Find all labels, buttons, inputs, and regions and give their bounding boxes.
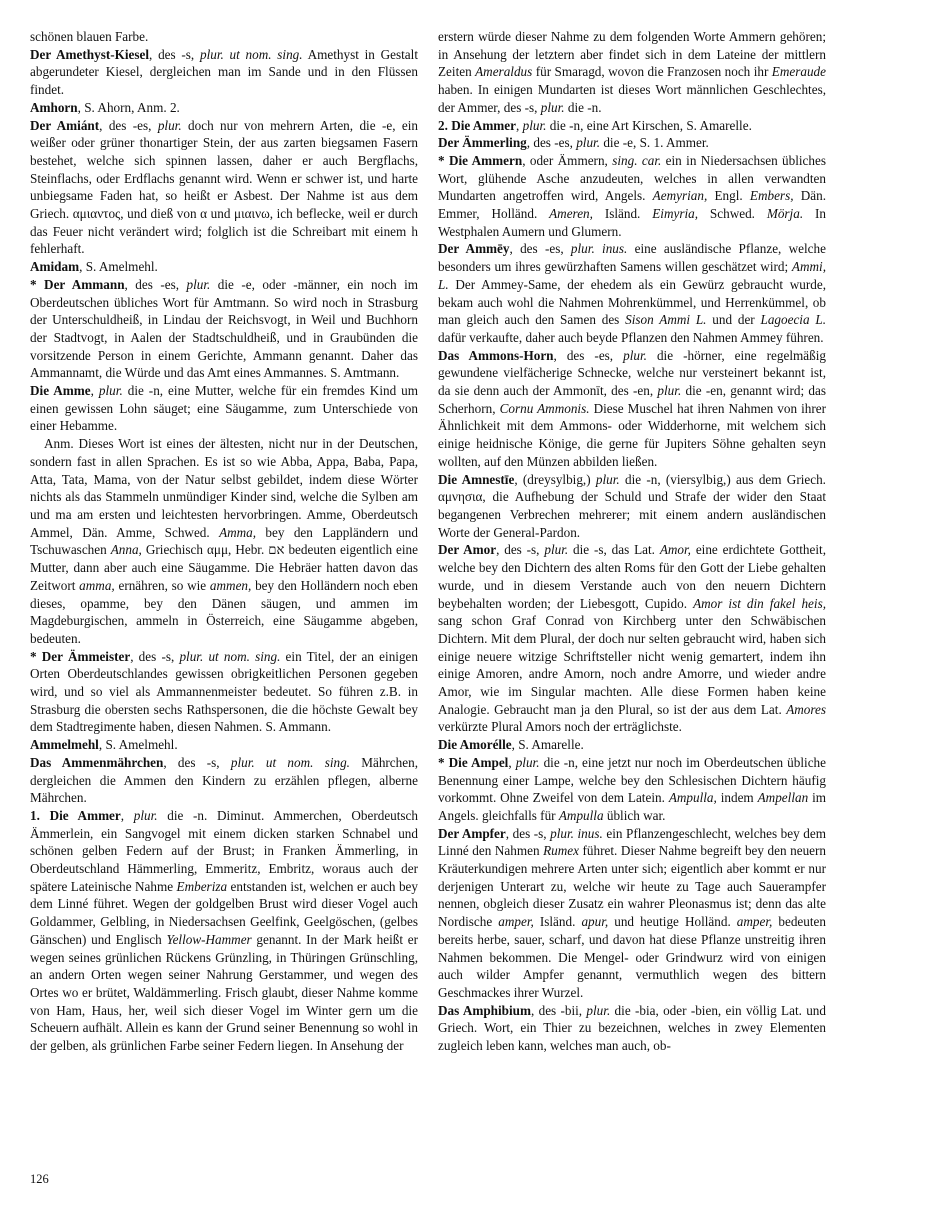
italic-text: plur. — [133, 807, 158, 823]
entry-text: , S. Amarelle. — [511, 737, 584, 753]
entry-text: dafür verkaufte, daher auch beyde Pflanzen den Nahmen Ammey führen. — [438, 329, 824, 345]
dictionary-entry — [438, 1002, 826, 1055]
italic-text: Emeraude — [771, 64, 826, 80]
headword: Der Amiánt — [30, 117, 100, 133]
italic-text: Cornu Ammonis. — [499, 400, 590, 416]
entry-text: , des -s, — [163, 754, 231, 770]
italic-text: ammen, — [209, 577, 252, 593]
headword: Der Ampfer — [438, 825, 506, 841]
italic-text: Anna, — [110, 542, 142, 558]
entry-text: die -en, genannt wird; das Scherhorn, — [438, 383, 826, 416]
entry-text: Der Ammey-Same, der ehedem als ein Gewürz gebraucht wurde, bekam auch wohl die Nahmen Mohrenkümmel, und Herrenkümmel, ob man gleich auch den Samen des — [438, 276, 826, 328]
entry-text: , des -es, — [526, 135, 577, 151]
italic-text: Ampulla — [558, 807, 604, 823]
headword: Amidam — [30, 259, 80, 275]
entry-text: Isländ. — [533, 914, 582, 930]
headword: Amhorn — [30, 99, 78, 115]
headword: * Die Ampel — [438, 754, 509, 770]
entry-text: ein in Niedersachsen übliches Wort, glühende Asche anzudeuten, welches in allen verwandten Mundarten angetroffen wird, Angels. — [438, 152, 826, 204]
entry-text: haben. In einigen Mundarten ist dieses Wort männlichen Geschlechtes, der Ammer, des -s, — [438, 82, 826, 115]
entry-text: schönen blauen Farbe. — [30, 29, 149, 44]
italic-text: plur. — [576, 135, 601, 151]
entry-text: , des -s, — [149, 46, 200, 62]
headword: 2. Die Ammer — [438, 117, 516, 133]
entry-text: Griechisch αμμ, Hebr. אם bedeuten eigentlich eine Mutter, dann aber auch eine Säugamme. Die Hebräer hatten davon das Zeitwort — [30, 542, 419, 593]
entry-text: , des -s, — [505, 825, 551, 841]
italic-text: Amor ist din fakel heis, — [693, 595, 826, 611]
italic-text: plur. — [515, 754, 540, 770]
italic-text: plur. — [544, 542, 569, 558]
dictionary-entry — [30, 754, 418, 807]
dictionary-entry — [30, 46, 418, 99]
headword: * Der Ämmeister — [30, 648, 131, 664]
headword: Der Amor — [438, 542, 497, 558]
italic-text: plur. — [595, 471, 620, 487]
entry-text: üblich war. — [603, 807, 666, 823]
headword: Der Ämmerling — [438, 135, 527, 151]
entry-text: die -s, das Lat. — [568, 542, 660, 558]
entry-text: Dän. Emmer, Holländ. — [438, 188, 826, 222]
entry-text: Anm. Dieses Wort ist eines der ältesten, nicht nur in der Deutschen, sondern fast in allen Sprachen. Es ist so wie Abba, Appa, Baba, Papa, Atta, Tata, Mama, von der Natur selbst gebildet, indem diese Wörter nichts als das Stammeln unmündiger Kinder sind, welche die Sylben am und ma am ersten und leichtesten hervorbringen. Amme, Oberdeutsch Ammel, Dän. Amme, Schwed. — [30, 436, 418, 540]
entry-text: die -n. Diminut. Ammerchen, Oberdeutsch Ämmerlein, ein Sangvogel mit einem dicken starken Schnabel und schönen gelben Federn auf der Brust; in Franken Ämmerling, in Oberdeutschland Hämmerling, Emmeritz, Embritz, woraus auch der spätere Lateinische Nahme — [30, 807, 419, 894]
italic-text: amper, — [498, 914, 534, 930]
dictionary-entry — [30, 276, 418, 382]
entry-text: , des -es, — [553, 347, 624, 363]
italic-text: plur. inus. — [570, 241, 628, 257]
headword: Die Amme — [30, 383, 91, 399]
right-column — [438, 28, 826, 1055]
entry-text: In Westphalen Aumern und Glumern. — [438, 206, 826, 239]
italic-text: plur. — [98, 383, 123, 399]
entry-text: bedeuten bereits herbe, sauer, scharf, und davon hat diese Pflanze unstreitig ihren Nahmen bekommen. Die Mengel- oder Grindwurz wird von einigen auch wilder Ampfer genannt, vermuthlich wegen des bittern Geschmackes ihrer Wurzel. — [438, 914, 826, 1000]
entry-text: , des -es, — [99, 117, 158, 133]
entry-text: im Angels. gleichfalls für — [438, 790, 827, 823]
italic-text: plur. ut nom. sing. — [199, 46, 303, 62]
entry-text: und heutige Holländ. — [608, 914, 737, 930]
entry-text: , des -s, — [130, 648, 180, 664]
entry-text: sang schon Graf Conrad von Kirchberg unter den Schwäbischen Dichtern. Mit dem Plural, der doch nur selten gebraucht wird, haben sich einige neuere witzige Schriftsteller nicht wenig gemartert, indem ihn einige Amoren, andre Amorn, noch andre Amorre, und wieder andre Amor, wie im Singular machten. Alle diese Formen haben keine Analogie. Gebraucht man ja den Plural, so ist der aus dem Lat. — [438, 613, 826, 717]
headword: Das Ammons-Horn — [438, 347, 554, 363]
italic-text: amma, — [79, 577, 115, 593]
dictionary-entry — [438, 28, 826, 117]
entry-text: Engl. — [707, 188, 750, 204]
entry-text: , — [516, 117, 523, 133]
italic-text: plur. ut nom. sing. — [179, 648, 281, 664]
entry-text: , — [508, 754, 516, 770]
headword: 1. Die Ammer — [30, 807, 121, 823]
entry-text: , S. Ahorn, Anm. 2. — [77, 99, 180, 115]
italic-text: Rumex — [543, 843, 579, 859]
page-number: 126 — [30, 1172, 49, 1186]
dictionary-entry — [30, 648, 418, 737]
entry-text: , S. Amelmehl. — [79, 259, 158, 275]
dictionary-entry — [438, 736, 826, 754]
italic-text: plur. inus. — [550, 825, 603, 841]
headword: Das Amphibium — [438, 1002, 531, 1018]
entry-text: genannt. In der Mark heißt er wegen seines grünlichen Rückens Grünzling, in Thüringen Grünschling, an andern Orten wegen seiner Nahrung Gerstammer, und wegen des Ortes wo er brütet, Waldämmerling. Frisch glaubt, dieser Nahme komme von Ham, Haus, her, weil sich dieser Vogel im Winter gern um die Scheuern aufhält. Allein es kann der Grund seiner Benennung so wohl in der gelben, als grünlichen Farbe seiner Federn liegen. In Ansehung der — [30, 931, 418, 1054]
entry-text: die -e, oder -männer, ein noch im Oberdeutschen übliches Wort für Amtmann. So wird noch in Strasburg der Unterschuldheiß, in Lindau der Reichsvogt, in Weil und Buchhorn der Stadtvogt, in Aalen der Stadtschuldheiß, und in Graubünden die vorsitzende Person in einem Gerichte, Ammann genannt. Daher das Ammannamt, die Würde und das Amt eines Ammannes. S. Amtmann. — [30, 276, 418, 381]
italic-text: plur. — [586, 1002, 611, 1018]
italic-text: plur. — [623, 347, 647, 363]
italic-text: sing. car. — [612, 152, 662, 168]
dictionary-entry — [30, 28, 418, 46]
dictionary-entry — [438, 240, 826, 346]
entry-text: , S. Amelmehl. — [98, 737, 178, 753]
italic-text: Aemyrian, — [652, 188, 708, 204]
headword: Das Ammenmährchen — [30, 754, 164, 770]
italic-text: plur. — [657, 383, 682, 399]
entry-text: eine ausländische Pflanze, welche besonders um ihres gewürzhaften Samens willen geschätzet wird; — [438, 241, 826, 275]
entry-text: , des -es, — [124, 276, 187, 292]
headword: Der Amethyst-Kiesel — [30, 46, 150, 62]
entry-text: die -n, eine jetzt nur noch im Oberdeutschen übliche Benennung einer Lampe, welche bey den Schlesischen Dichtern häufig vorkommt. Ohne Zweifel von dem Latein. — [438, 754, 826, 806]
entry-text: , des -s, — [496, 542, 545, 558]
entry-text: indem — [716, 790, 758, 806]
entry-text: und der — [706, 312, 761, 328]
entry-text: Schwed. — [698, 206, 767, 222]
italic-text: Ampulla, — [668, 790, 717, 806]
italic-text: Sison Ammi L. — [625, 312, 707, 328]
entry-text: bey den Lappländern und Tschuwaschen — [30, 524, 418, 558]
italic-text: plur. — [522, 117, 547, 133]
dictionary-entry — [30, 382, 418, 435]
dictionary-entry — [438, 117, 826, 135]
italic-text: plur. — [186, 276, 211, 292]
entry-text: , des -bii, — [531, 1002, 587, 1018]
entry-text: entstanden ist, welchen er auch bey dem Linné führet. Wegen der goldgelben Brust wird dieser Vogel auch Goldammer, Gelbling, in Niedersachsen Geelfink, Geelgöschen, (gelbes Gänschen) und Englisch — [30, 878, 419, 947]
headword: Ammelmehl — [30, 737, 99, 753]
dictionary-entry — [438, 825, 826, 1002]
italic-text: amper, — [736, 914, 773, 930]
dictionary-entry — [438, 134, 826, 152]
entry-text: , des -es, — [509, 241, 571, 257]
italic-text: Yellow-Hammer — [166, 931, 252, 947]
entry-text: führet. Dieser Nahme begreift bey den neuern Kräuterkundigen mehrere Arten unter sich; eigentlich aber kommt er nur derjenigen Unterart zu, welche wir heute zu Tage auch Sauerampfer nennen, obgleich dieser Zusatz ein wahrer Pleonasmus ist; denn das alte Nordische — [438, 843, 826, 930]
italic-text: Eimyria, — [652, 206, 699, 222]
headword: Der Ammēy — [438, 241, 510, 257]
italic-text: plur. — [157, 117, 182, 133]
entry-text: ernähren, so wie — [114, 577, 210, 593]
italic-text: Ammi, L. — [438, 259, 826, 292]
entry-text: die -n, eine Mutter, welche für ein fremdes Kind um einen gewissen Lohn säuget; eine Säugamme, zum Unterschiede von einer Hebamme. — [30, 383, 419, 434]
entry-text: doch nur von mehrern Arten, die -e, ein weißer oder grüner thonartiger Stein, der aus zarten biegsamen Fasern bestehet, welche sich spinnen lassen, daher er auch Bergflachs, Steinflachs, oder Erdflachs genannt wird. Wenn er schwer ist, und harte unbiegsame Faden hat, so heißt er Asbest. Der Nahme ist aus dem Griech. αμιαντος, und dieß von α und μιαινω, ich beflecke, weil er durch das Feuer nicht verändert wird; folglich ist die Schreibart mit einem h fehlerhaft. — [30, 117, 418, 257]
entry-text: Isländ. — [592, 206, 653, 222]
entry-text: für Smaragd, wovon die Franzosen noch ihr — [532, 64, 772, 80]
entry-text: eine erdichtete Gottheit, welche bey den Dichtern des alten Roms für den Gott der Liebe gehalten wurde, und in diesem Verstande auch von den neuern Dichtern beybehalten worden; der Liebesgott, Cupido. — [438, 542, 826, 611]
italic-text: Amma, — [219, 524, 257, 540]
headword: Die Amnestīe — [438, 471, 515, 487]
dictionary-entry — [438, 754, 826, 825]
entry-text: Mährchen, dergleichen die Ammen den Kindern zu erzählen pflegen, alberne Mährchen. — [30, 754, 418, 806]
dictionary-entry — [438, 152, 826, 241]
italic-text: apur, — [581, 914, 609, 930]
entry-text: , — [120, 807, 134, 823]
italic-text: plur. ut nom. sing. — [230, 754, 350, 770]
dictionary-entry — [438, 471, 826, 542]
entry-text: ein Titel, der an einigen Orten Oberdeutschlandes gewissen obrigkeitlichen Personen gegeben wird, und so viel als Ammannenmeister bedeutet. So führen z.B. in Strasburg die obersten sechs Rathspersonen, die die höchste Gewalt bey dem Stadtregimente haben, diesen Nahmen. S. Ammann. — [30, 648, 418, 735]
left-column — [30, 28, 418, 1055]
italic-text: Ameren, — [549, 206, 593, 222]
entry-text: die -n. — [564, 99, 602, 115]
dictionary-entry — [30, 736, 418, 754]
italic-text: Ampellan — [757, 790, 809, 806]
dictionary-entry — [438, 541, 826, 736]
italic-text: Lagoecia L. — [760, 312, 826, 328]
italic-text: Embers, — [749, 188, 794, 204]
entry-text: bey den Holländern noch eben dieses, opamme, bey den Dänen säugen, und ammen im Magdeburgischen, ammeln in Österreich, eine Säugamme abgeben, bedeuten. — [30, 577, 419, 646]
dictionary-entry — [30, 435, 418, 647]
italic-text: Emberiza — [176, 878, 228, 894]
dictionary-entry — [30, 807, 418, 1055]
italic-text: Ameraldus — [475, 64, 533, 80]
italic-text: Amor, — [659, 542, 691, 558]
headword: * Die Ammern — [438, 152, 523, 168]
headword: * Der Ammann — [30, 276, 125, 292]
italic-text: Amores — [786, 701, 826, 717]
dictionary-entry — [30, 258, 418, 276]
dictionary-entry — [30, 117, 418, 259]
headword: Die Amorélle — [438, 737, 512, 753]
entry-text: erstern würde dieser Nahme zu dem folgenden Worte Ammern gehören; in Ansehung der letztern aber findet sich in dem Lateine der mittlern Zeiten — [438, 29, 826, 80]
entry-text: die -e, S. 1. Ammer. — [600, 135, 709, 151]
entry-text: Diese Muschel hat ihren Nahmen von ihrer Ähnlichkeit mit dem Ammons- oder Widderhorne, mit welchem sich einige heidnische Könige, die gerne für Jupiters Söhne gehalten seyn wollten, auf den Münzen abbilden ließen. — [438, 400, 827, 469]
dictionary-entry — [30, 99, 418, 117]
entry-text: , (dreysylbig,) — [514, 471, 596, 487]
entry-text: , — [90, 383, 99, 399]
entry-text: ein Pflanzengeschlecht, welches bey dem Linné den Nahmen — [438, 825, 826, 859]
entry-text: die -bia, oder -bien, ein völlig Lat. und Griech. Wort, ein Thier zu bezeichnen, welches in zwey Elementen zugleich leben kann, welches man auch, ob- — [438, 1002, 826, 1054]
entry-text: Amethyst in Gestalt abgerundeter Kiesel, dergleichen man im Sande und in den Flüssen findet. — [30, 46, 418, 98]
entry-text: verkürzte Plural Amors noch der erträglichste. — [438, 719, 682, 735]
italic-text: Mörja. — [766, 206, 804, 222]
italic-text: plur. — [540, 99, 565, 115]
dictionary-entry — [438, 347, 826, 471]
entry-text: , oder Ämmern, — [522, 152, 613, 168]
entry-text: die -n, eine Art Kirschen, S. Amarelle. — [546, 117, 752, 133]
entry-text: die -n, (viersylbig,) aus dem Griech. αμνησια, die Aufhebung der Schuld und Strafe der wider den Staat begangenen Verbrechen mehrerer; mit einem andern ausländischen Worte der General-Pardon. — [438, 471, 826, 540]
entry-text: die -hörner, eine regelmäßig gewundene vielfächerige Schnecke, welche nur versteinert bekannt ist, da sie denn auch der Ammonīt, des -en, — [438, 347, 826, 399]
